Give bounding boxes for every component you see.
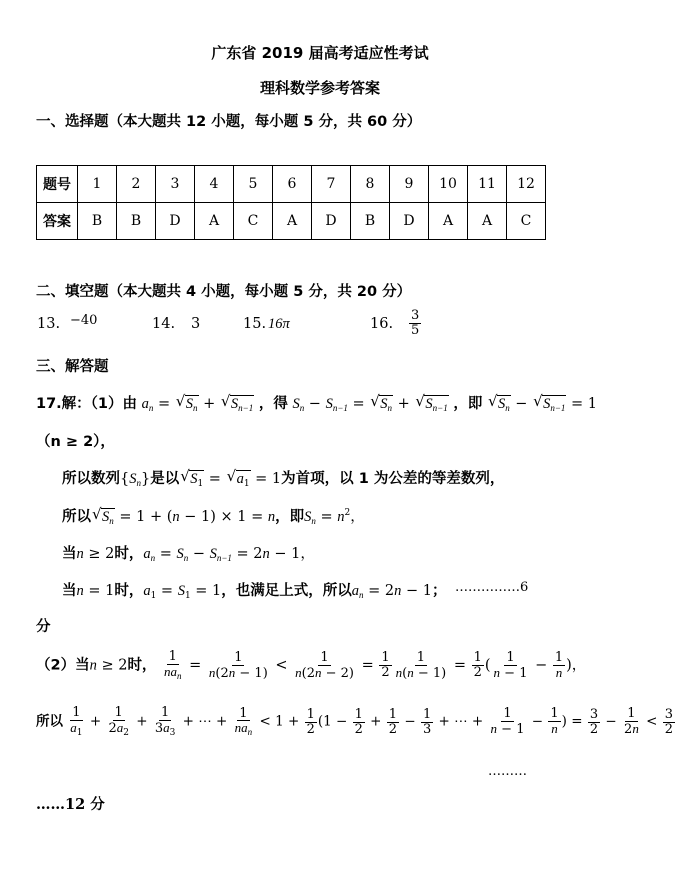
answer-table-number-row — [37, 166, 546, 203]
question-number: 9 — [390, 166, 429, 203]
answer-table — [36, 165, 546, 240]
section-3-heading: 三、解答题 — [36, 359, 109, 375]
question-number: 6 — [273, 166, 312, 203]
question-number: 2 — [117, 166, 156, 203]
page-title: 广东省 2019 届高考适应性考试 — [211, 44, 429, 62]
text-ye: ，也满足上式，所以 — [221, 583, 352, 599]
q17-part2-line: （2）当n ≥ 2时， 1 $na_n$ = $\frac{1}{n(2n - 1)}$ < $\frac{1}{n(2n - 2)}$ = $\frac{1}{2}$ $\frac{1}{n(n - 1)}$ = $\frac{1}{2}$ ( $\frac{1}{n - 1}$ − $\frac{1}{n}$ )， — [36, 649, 587, 681]
text-shiyi: 是以 — [150, 471, 180, 487]
question-number: 4 — [195, 166, 234, 203]
text-dang2: 当 — [62, 583, 77, 599]
text-ji2: ，即 — [275, 509, 305, 525]
question-number: 5 — [234, 166, 273, 203]
score-fen-6: 分 — [36, 619, 51, 635]
answer-cell: A — [429, 203, 468, 240]
q17-line-1: 17.解：（1）由 $a_n$ = √ $S_n$ + √ $S_{n-1}$ ，得 $S_n - S_{n-1}$ = √ $S_n$ + √ $S_{n-1}$ ，即 √ $S_n$ − √ $S_{n-1} = 1$ — [36, 392, 597, 416]
text-eq1: = 1 — [571, 396, 597, 412]
answer-cell: D — [390, 203, 429, 240]
text-ji: ，即 — [453, 396, 483, 412]
question-number: 11 — [468, 166, 507, 203]
q17-condition: （n ≥ 2）， — [36, 434, 115, 450]
text-suoyi: 所以数列 — [62, 471, 120, 487]
text-shi1: 时， — [114, 546, 144, 562]
answer-cell: A — [468, 203, 507, 240]
q17-line-5: 当n ≥ 2时，$a_n = S_n - S_{n-1} = 2n - 1$， — [62, 546, 315, 563]
answer-table-row2-label: 答案 — [37, 203, 78, 240]
answer-table-answer-row — [37, 203, 546, 240]
answer-cell: A — [273, 203, 312, 240]
answer-cell: B — [351, 203, 390, 240]
text-shi3: 时， — [127, 657, 157, 674]
page-subtitle: 理科数学参考答案 — [259, 79, 380, 97]
q16-answer-fraction — [408, 309, 422, 337]
q17-label: 17.解：（1）由 — [36, 396, 138, 412]
text-shouxiang: 为首项，以 1 为公差的等差数列， — [281, 471, 505, 487]
score-dots-6: ……………6 — [455, 580, 529, 595]
q15-answer: 16π — [268, 316, 290, 332]
section-1-heading: 一、选择题（本大题共 12 小题，每小题 5 分，共 60 分） — [36, 114, 422, 130]
q13-answer: −40 — [70, 313, 98, 328]
question-number: 1 — [78, 166, 117, 203]
question-number: 7 — [312, 166, 351, 203]
score-dots-12a: ……… — [488, 764, 527, 779]
answer-cell: B — [78, 203, 117, 240]
q16-label: 16. — [370, 316, 394, 332]
answer-cell: C — [507, 203, 546, 240]
q16-denominator: 5 — [411, 322, 420, 338]
q16-numerator: 3 — [411, 308, 420, 323]
text-shi2: 时， — [114, 583, 144, 599]
text-suoyi3: 所以 — [36, 713, 63, 730]
q15-label: 15. — [243, 316, 267, 332]
text-suoyi2: 所以 — [62, 509, 91, 525]
question-number: 12 — [507, 166, 546, 203]
answer-cell: C — [234, 203, 273, 240]
question-number: 10 — [429, 166, 468, 203]
answer-cell: B — [117, 203, 156, 240]
text-semi: ； — [431, 583, 447, 599]
q17-line-4: 所以√ $S_n = 1 + (n - 1) \times 1 = n$，即$S_n = n^2$， — [62, 505, 365, 529]
q17-line-6: 当n = 1时，$a_1 = S_1 = 1$，也满足上式，所以$a_n = 2n - 1$； — [62, 583, 447, 601]
answer-cell: A — [195, 203, 234, 240]
text-part2: （2）当 — [36, 657, 90, 674]
answer-table-row1-label: 题号 — [37, 166, 78, 203]
text-de: ，得 — [258, 396, 288, 412]
q17-line-3: 所以数列$\{S_n\}$是以√ $S_1$ = √ $a_1 = 1$为首项，以 1 为公差的等差数列， — [62, 467, 504, 492]
q14-answer: 3 — [191, 316, 201, 332]
answer-cell: D — [156, 203, 195, 240]
text-eq1b: = 1 — [255, 471, 282, 487]
text-dang1: 当 — [62, 546, 77, 562]
question-number: 3 — [156, 166, 195, 203]
score-12-line: ……12 分 — [36, 796, 105, 813]
question-number: 8 — [351, 166, 390, 203]
q17-sum-line: 所以 $\frac{1}{a_1}$ + $\frac{1}{2a_2}$ + $\frac{1}{3a_3}$ + ⋯ + 1 $na_n$ < 1 + $\frac{1}{2}$ (1 − $\frac{1}{2}$ + $\frac{1}{2}$ − $\frac{1}{3}$ + ⋯ + $\frac{1}{n - 1}$ − $\frac{1}{n}$ ) = $\frac{3}{2}$ − $\frac{1}{2n}$ < $\frac{3}{2}$ — [36, 705, 673, 738]
section-2-heading: 二、填空题（本大题共 4 小题，每小题 5 分，共 20 分） — [36, 284, 412, 300]
q14-label: 14. — [152, 316, 176, 332]
answer-cell: D — [312, 203, 351, 240]
q13-label: 13. — [37, 316, 61, 332]
